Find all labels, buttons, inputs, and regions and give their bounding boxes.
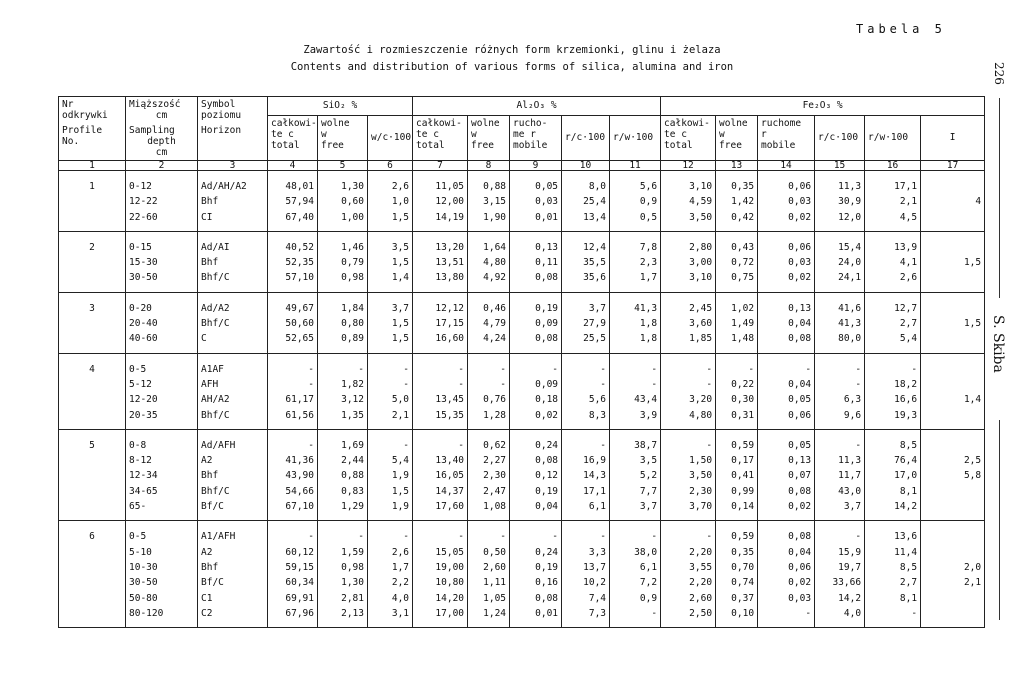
- column-number: 2: [126, 161, 198, 171]
- value-cell: 13,9 4,1 2,6: [865, 231, 921, 292]
- value-cell: 49,67 50,60 52,65: [268, 292, 318, 353]
- column-number: 4: [268, 161, 318, 171]
- depth-cell: 0-5 5-10 10-30 30-50 50-80 80-120: [126, 521, 198, 628]
- value-cell: 0,46 4,79 4,24: [468, 292, 510, 353]
- profile-number: 3: [59, 292, 126, 353]
- header-depth: Miąższość cm Sampling depth cm: [126, 97, 198, 161]
- column-number: 1: [59, 161, 126, 171]
- value-cell: - 2,6 1,7 2,2 4,0 3,1: [368, 521, 413, 628]
- value-cell: 38,7 3,5 5,2 7,7 3,7: [610, 429, 661, 520]
- header-fe2o3: Fe₂O₃ %: [661, 97, 985, 116]
- value-cell: - 15,9 19,7 33,66 14,2 4,0: [815, 521, 865, 628]
- index-cell: 1,5: [921, 231, 985, 292]
- page-number: 226: [992, 62, 1006, 85]
- header-al-free: wolne w free: [468, 115, 510, 160]
- horizon-cell: Ad/AH/A2 Bhf CI: [198, 171, 268, 232]
- header-fe-total: całkowi- te c total: [661, 115, 716, 160]
- value-cell: 0,05 0,13 0,07 0,08 0,02: [758, 429, 815, 520]
- value-cell: 40,52 52,35 57,10: [268, 231, 318, 292]
- depth-cell: 0-20 20-40 40-60: [126, 292, 198, 353]
- value-cell: - - 5,6 8,3: [562, 353, 610, 429]
- column-number: 15: [815, 161, 865, 171]
- header-sio2-free: wolne w free: [318, 115, 368, 160]
- value-cell: 11,05 12,00 14,19: [413, 171, 468, 232]
- index-cell: 2,0 2,1: [921, 521, 985, 628]
- column-number: 14: [758, 161, 815, 171]
- value-cell: 11,3 30,9 12,0: [815, 171, 865, 232]
- margin-rule-bottom: [999, 420, 1000, 620]
- depth-cell: 0-15 15-30 30-50: [126, 231, 198, 292]
- column-number: 9: [510, 161, 562, 171]
- header-fe-free: wolne w free: [716, 115, 758, 160]
- value-cell: - - 13,45 15,35: [413, 353, 468, 429]
- header-al-total: całkowi- te c total: [413, 115, 468, 160]
- column-number: 16: [865, 161, 921, 171]
- profile-group: [59, 231, 985, 292]
- value-cell: 2,6 1,0 1,5: [368, 171, 413, 232]
- value-cell: - - 43,4 3,9: [610, 353, 661, 429]
- header-horizon: Symbol poziomu Horizon: [198, 97, 268, 161]
- header-al2o3: Al₂O₃ %: [413, 97, 661, 116]
- value-cell: 7,8 2,3 1,7: [610, 231, 661, 292]
- header-fe-rw: r/w·100: [865, 115, 921, 160]
- header-al-rc: r/c·100: [562, 115, 610, 160]
- value-cell: 12,7 2,7 5,4: [865, 292, 921, 353]
- value-cell: 0,08 0,04 0,06 0,02 0,03 -: [758, 521, 815, 628]
- table-label: Tabela 5: [856, 22, 946, 36]
- header-row-1: [59, 97, 985, 116]
- index-cell: 2,5 5,8: [921, 429, 985, 520]
- column-number: 12: [661, 161, 716, 171]
- index-cell: 1,5: [921, 292, 985, 353]
- value-cell: - 5,4 1,9 1,5 1,9: [368, 429, 413, 520]
- value-cell: 8,0 25,4 13,4: [562, 171, 610, 232]
- value-cell: 48,01 57,94 67,40: [268, 171, 318, 232]
- margin-rule-top: [999, 98, 1000, 298]
- value-cell: - 1,59 0,98 1,30 2,81 2,13: [318, 521, 368, 628]
- value-cell: 3,5 1,5 1,4: [368, 231, 413, 292]
- horizon-cell: Ad/AI Bhf Bhf/C: [198, 231, 268, 292]
- value-cell: - 2,20 3,55 2,20 2,60 2,50: [661, 521, 716, 628]
- header-fe-rc: r/c·100: [815, 115, 865, 160]
- index-cell: 4: [921, 171, 985, 232]
- value-cell: 0,19 0,09 0,08: [510, 292, 562, 353]
- value-cell: 0,35 1,42 0,42: [716, 171, 758, 232]
- value-cell: - 3,3 13,7 10,2 7,4 7,3: [562, 521, 610, 628]
- value-cell: 3,7 1,5 1,5: [368, 292, 413, 353]
- value-cell: - 0,09 0,18 0,02: [510, 353, 562, 429]
- profile-number: 6: [59, 521, 126, 628]
- header-sio2: SiO₂ %: [268, 97, 413, 116]
- value-cell: - 1,50 3,50 2,30 3,70: [661, 429, 716, 520]
- value-cell: - 38,0 6,1 7,2 0,9 -: [610, 521, 661, 628]
- value-cell: - 16,9 14,3 17,1 6,1: [562, 429, 610, 520]
- column-number: 13: [716, 161, 758, 171]
- value-cell: 17,1 2,1 4,5: [865, 171, 921, 232]
- value-cell: 0,62 2,27 2,30 2,47 1,08: [468, 429, 510, 520]
- value-cell: 3,10 4,59 3,50: [661, 171, 716, 232]
- value-cell: - 11,3 11,7 43,0 3,7: [815, 429, 865, 520]
- title-polish: Zawartość i rozmieszczenie różnych form krzemionki, glinu i żelaza: [303, 44, 721, 56]
- value-cell: - 0,50 2,60 1,11 1,05 1,24: [468, 521, 510, 628]
- value-cell: 1,64 4,80 4,92: [468, 231, 510, 292]
- value-cell: - - 6,3 9,6: [815, 353, 865, 429]
- profile-number: 2: [59, 231, 126, 292]
- value-cell: 2,45 3,60 1,85: [661, 292, 716, 353]
- value-cell: 0,59 0,35 0,70 0,74 0,37 0,10: [716, 521, 758, 628]
- depth-cell: 0-12 12-22 22-60: [126, 171, 198, 232]
- profile-group: [59, 171, 985, 232]
- column-number: 11: [610, 161, 661, 171]
- header-sio2-wc: w/c·100: [368, 115, 413, 160]
- value-cell: - 1,82 3,12 1,35: [318, 353, 368, 429]
- header-sio2-total: całkowi- te c total: [268, 115, 318, 160]
- value-cell: 2,80 3,00 3,10: [661, 231, 716, 292]
- column-number: 6: [368, 161, 413, 171]
- value-cell: - - 0,76 1,28: [468, 353, 510, 429]
- header-index: I: [921, 115, 985, 160]
- value-cell: - - 5,0 2,1: [368, 353, 413, 429]
- profile-group: [59, 353, 985, 429]
- profile-number: 4: [59, 353, 126, 429]
- horizon-cell: Ad/AFH A2 Bhf Bhf/C Bf/C: [198, 429, 268, 520]
- value-cell: 1,46 0,79 0,98: [318, 231, 368, 292]
- value-cell: 0,13 0,04 0,08: [758, 292, 815, 353]
- value-cell: - 41,36 43,90 54,66 67,10: [268, 429, 318, 520]
- value-cell: 5,6 0,9 0,5: [610, 171, 661, 232]
- header-al-mobile: rucho- me r mobile: [510, 115, 562, 160]
- profile-number: 1: [59, 171, 126, 232]
- value-cell: 13,20 13,51 13,80: [413, 231, 468, 292]
- depth-cell: 0-5 5-12 12-20 20-35: [126, 353, 198, 429]
- value-cell: - 0,24 0,19 0,16 0,08 0,01: [510, 521, 562, 628]
- horizon-cell: A1/AFH A2 Bhf Bf/C C1 C2: [198, 521, 268, 628]
- value-cell: 0,24 0,08 0,12 0,19 0,04: [510, 429, 562, 520]
- column-number-row: [59, 161, 985, 171]
- profile-group: [59, 521, 985, 628]
- value-cell: 41,6 41,3 80,0: [815, 292, 865, 353]
- column-number: 7: [413, 161, 468, 171]
- value-cell: 8,5 76,4 17,0 8,1 14,2: [865, 429, 921, 520]
- profile-group: [59, 292, 985, 353]
- value-cell: 3,7 27,9 25,5: [562, 292, 610, 353]
- value-cell: 12,12 17,15 16,60: [413, 292, 468, 353]
- value-cell: 15,4 24,0 24,1: [815, 231, 865, 292]
- value-cell: 1,84 0,80 0,89: [318, 292, 368, 353]
- value-cell: - 13,40 16,05 14,37 17,60: [413, 429, 468, 520]
- value-cell: - 15,05 19,00 10,80 14,20 17,00: [413, 521, 468, 628]
- column-number: 10: [562, 161, 610, 171]
- depth-cell: 0-8 8-12 12-34 34-65 65-: [126, 429, 198, 520]
- value-cell: 1,02 1,49 1,48: [716, 292, 758, 353]
- value-cell: - 0,04 0,05 0,06: [758, 353, 815, 429]
- value-cell: - 0,22 0,30 0,31: [716, 353, 758, 429]
- value-cell: 41,3 1,8 1,8: [610, 292, 661, 353]
- value-cell: - 60,12 59,15 60,34 69,91 67,96: [268, 521, 318, 628]
- horizon-cell: Ad/A2 Bhf/C C: [198, 292, 268, 353]
- value-cell: 0,13 0,11 0,08: [510, 231, 562, 292]
- header-al-rw: r/w·100: [610, 115, 661, 160]
- value-cell: - - 3,20 4,80: [661, 353, 716, 429]
- value-cell: 0,06 0,03 0,02: [758, 231, 815, 292]
- column-number: 17: [921, 161, 985, 171]
- value-cell: - 18,2 16,6 19,3: [865, 353, 921, 429]
- value-cell: - - 61,17 61,56: [268, 353, 318, 429]
- value-cell: 13,6 11,4 8,5 2,7 8,1 -: [865, 521, 921, 628]
- header-fe-mobile: ruchome r mobile: [758, 115, 815, 160]
- profile-number: 5: [59, 429, 126, 520]
- profile-group: [59, 429, 985, 520]
- value-cell: 0,06 0,03 0,02: [758, 171, 815, 232]
- value-cell: 0,88 3,15 1,90: [468, 171, 510, 232]
- value-cell: 1,30 0,60 1,00: [318, 171, 368, 232]
- data-table: [58, 96, 985, 628]
- author-running-head: S. Skiba: [990, 315, 1006, 373]
- column-number: 5: [318, 161, 368, 171]
- value-cell: 1,69 2,44 0,88 0,83 1,29: [318, 429, 368, 520]
- value-cell: 12,4 35,5 35,6: [562, 231, 610, 292]
- index-cell: 1,4: [921, 353, 985, 429]
- value-cell: 0,43 0,72 0,75: [716, 231, 758, 292]
- title-english: Contents and distribution of various forms of silica, alumina and iron: [290, 61, 734, 73]
- header-profile: Nr odkrywki Profile No.: [59, 97, 126, 161]
- column-number: 3: [198, 161, 268, 171]
- horizon-cell: A1AF AFH AH/A2 Bhf/C: [198, 353, 268, 429]
- value-cell: 0,59 0,17 0,41 0,99 0,14: [716, 429, 758, 520]
- column-number: 8: [468, 161, 510, 171]
- value-cell: 0,05 0,03 0,01: [510, 171, 562, 232]
